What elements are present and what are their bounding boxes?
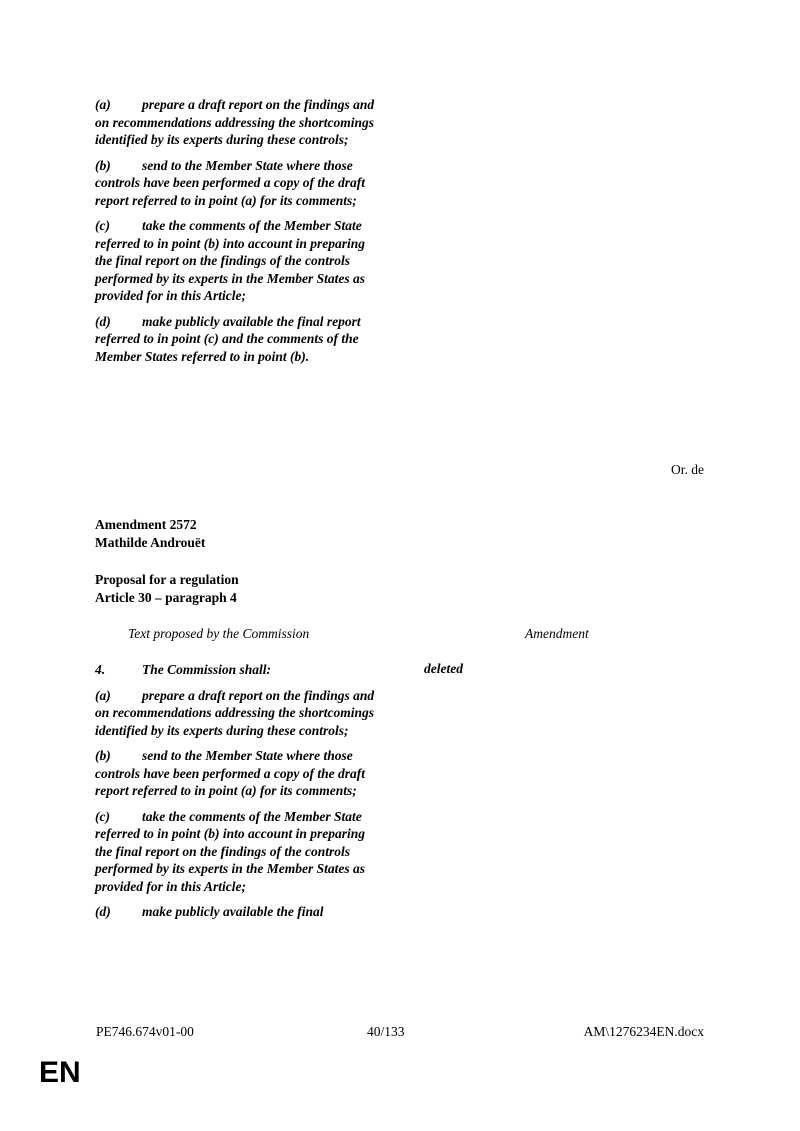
- right-column-header: Amendment: [525, 626, 589, 641]
- upper-item-d: (d) make publicly available the final report referred to in point (c) and the comments of the Member States referred to in point (b).: [95, 313, 361, 364]
- upper-amendment-text: [95, 96, 377, 373]
- language-tag: EN: [39, 1056, 81, 1089]
- left-column-header: Text proposed by the Commission: [128, 626, 310, 641]
- origin-language: Or. de: [671, 462, 704, 477]
- upper-item-b: (b) send to the Member State where those controls have been performed a copy of the draft report referred to in point (a) for its comments;: [95, 157, 365, 208]
- lower-item-c: (c) take the comments of the Member State referred to in point (b) into account in preparing the final report on the findings of the controls performed by its experts in the Member States as provided for in this Article;: [95, 808, 366, 894]
- upper-item-a: (a) prepare a draft report on the findings and on recommendations addressing the shortcomings identified by its experts during these controls;: [95, 97, 375, 147]
- upper-item-c: (c) take the comments of the Member State referred to in point (b) into account in preparing the final report on the findings of the controls performed by its experts in the Member States as provided for in this Article;: [95, 218, 366, 303]
- lower-item-a: (a) prepare a draft report on the findings and on recommendations addressing the shortcomings identified by its experts during these controls;: [95, 687, 375, 738]
- amendment-header: [95, 516, 205, 551]
- amendment-author: Mathilde Androuët: [95, 534, 206, 550]
- lower-item-b: (b) send to the Member State where those controls have been performed a copy of the draft report referred to in point (a) for its comments;: [95, 748, 365, 798]
- article-reference: Article 30 – paragraph 4: [95, 589, 237, 605]
- amendment-number: Amendment 2572: [95, 517, 197, 532]
- footer-reference: PE746.674v01-00: [96, 1024, 194, 1039]
- footer-filename: AM\1276234EN.docx: [583, 1024, 704, 1039]
- commission-text: [95, 661, 377, 929]
- commission-heading: 4. The Commission shall:: [95, 662, 272, 677]
- lower-item-d: (d) make publicly available the final: [95, 904, 324, 919]
- footer-page-number: 40/133: [367, 1024, 405, 1039]
- amendment-deleted: deleted: [424, 661, 463, 676]
- proposal-title: Proposal for a regulation: [95, 572, 239, 587]
- amendment-reference: [95, 571, 239, 606]
